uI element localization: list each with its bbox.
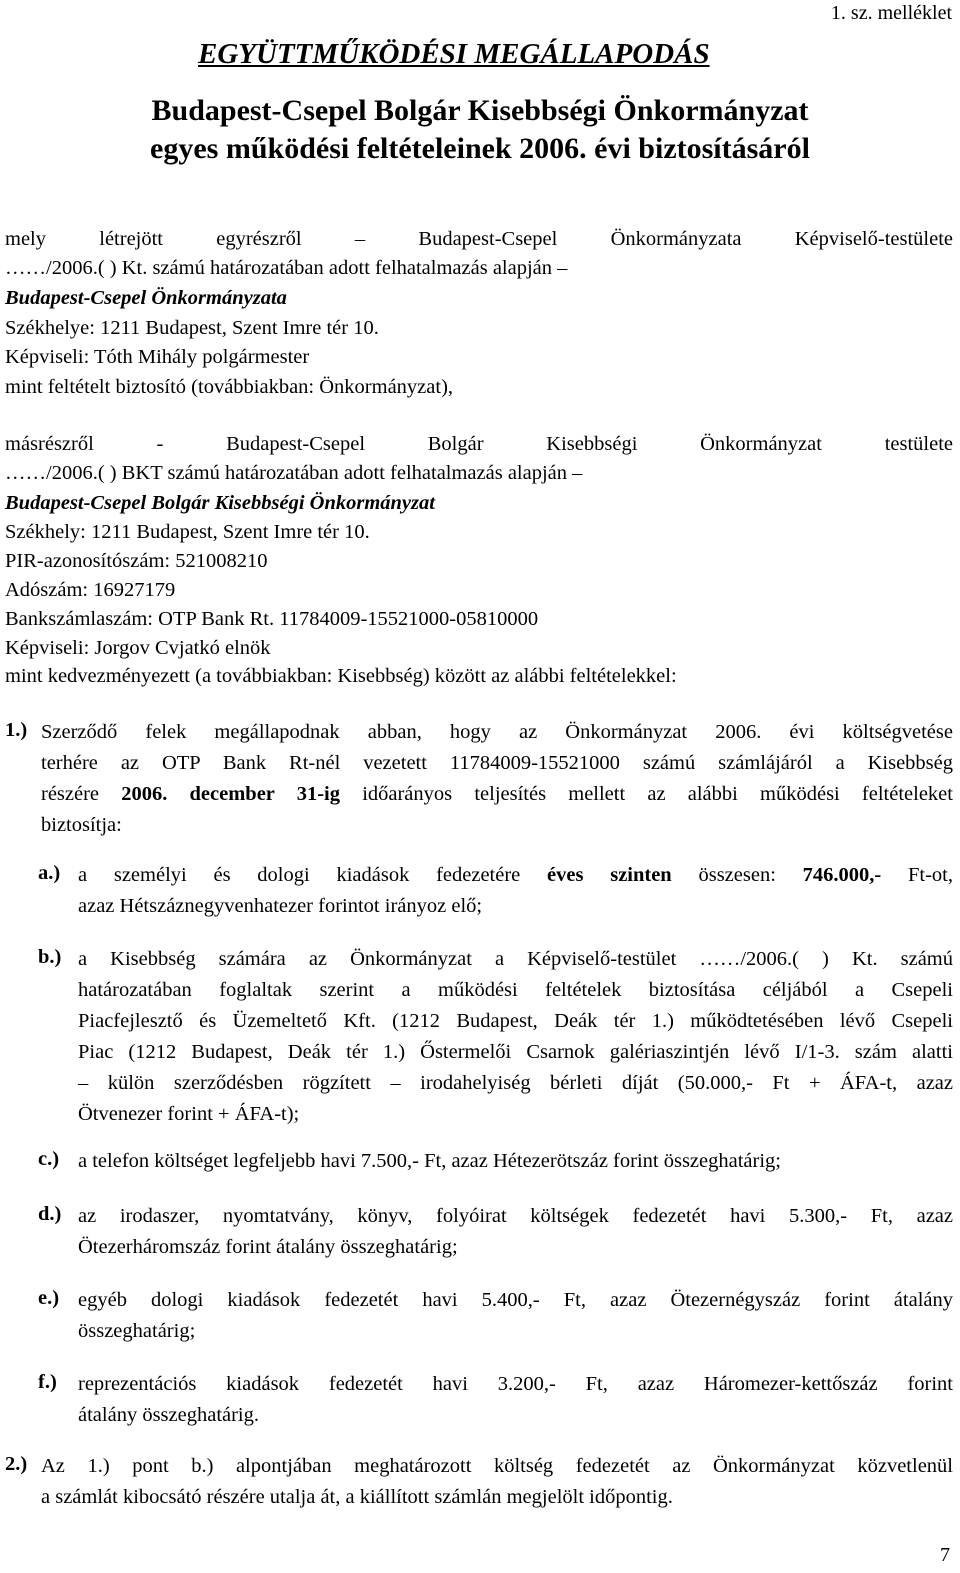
item-d-line-1: az irodaszer, nyomtatvány, könyv, folyóirat költségek fedezetét havi 5.300,- Ft, azaz <box>78 1205 953 1227</box>
party2-name: Budapest-Csepel Bolgár Kisebbségi Önkormányzat <box>5 492 435 514</box>
party2-bank-account: Bankszámlaszám: OTP Bank Rt. 11784009-15521000-05810000 <box>5 608 539 630</box>
clause-1-line-4: biztosítja: <box>41 814 122 836</box>
item-f-line-2: átalány összeghatárig. <box>78 1404 260 1426</box>
item-c-line-1: a telefon költséget legfeljebb havi 7.500,- Ft, azaz Hétezerötszáz forint összeghatárig; <box>78 1150 781 1172</box>
item-b-line-5: – külön szerződésben rögzített – irodahelyiség bérleti díját (50.000,- Ft + ÁFA-t, azaz <box>78 1072 953 1094</box>
item-b-line-4: Piac (1212 Budapest, Deák tér 1.) Őstermelői Csarnok galériaszintjén lévő I/1-3. szám alatti <box>78 1041 953 1063</box>
item-f-number: f.) <box>38 1371 57 1393</box>
item-e-line-2: összeghatárig; <box>78 1320 196 1342</box>
party2-tax-number: Adószám: 16927179 <box>5 579 176 601</box>
clause-1-number: 1.) <box>5 719 28 741</box>
party1-intro-1: mely létrejött egyrészről – Budapest-Csepel Önkormányzata Képviselő-testülete <box>5 228 953 250</box>
page-number: 7 <box>940 1544 950 1566</box>
item-b-number: b.) <box>38 946 62 968</box>
item-a-line-2: azaz Hétszáznegyvenhatezer forintot irányoz elő; <box>78 895 483 917</box>
clause-1-line-1: Szerződő felek megállapodnak abban, hogy az Önkormányzat 2006. évi költségvetése <box>41 721 953 743</box>
item-f-line-1: reprezentációs kiadások fedezetét havi 3.200,- Ft, azaz Háromezer-kettőszáz forint <box>78 1373 953 1395</box>
clause-2-number: 2.) <box>5 1453 28 1475</box>
item-c-number: c.) <box>38 1148 60 1170</box>
item-e-line-1: egyéb dologi kiadások fedezetét havi 5.400,- Ft, azaz Ötezernégyszáz forint átalány <box>78 1289 953 1311</box>
item-b-line-2: határozatában foglaltak szerint a működési feltételek biztosítása céljából a Csepeli <box>78 979 953 1001</box>
item-d-line-2: Ötezerháromszáz forint átalány összeghatárig; <box>78 1236 458 1258</box>
item-e-number: e.) <box>38 1287 60 1309</box>
party2-seat: Székhely: 1211 Budapest, Szent Imre tér 10. <box>5 521 370 543</box>
clause-1-line-2: terhére az OTP Bank Rt-nél vezetett 11784009-15521000 számú számlájáról a Kisebbség <box>41 752 953 774</box>
item-a-number: a.) <box>38 862 61 884</box>
subtitle-line-2: egyes működési feltételeinek 2006. évi biztosításáról <box>150 132 810 165</box>
party2-intro-1: másrészről - Budapest-Csepel Bolgár Kisebbségi Önkormányzat testülete <box>5 433 953 455</box>
clause-1-line-3: részére 2006. december 31-ig időarányos teljesítés mellett az alábbi működési feltételeket <box>41 783 953 805</box>
party2-representative: Képviseli: Jorgov Cvjatkó elnök <box>5 637 271 659</box>
annex-label: 1. sz. melléklet <box>830 2 952 24</box>
item-b-line-3: Piacfejlesztő és Üzemeltető Kft. (1212 Budapest, Deák tér 1.) működtetésében lévő Csepeli <box>78 1010 953 1032</box>
item-b-line-1: a Kisebbség számára az Önkormányzat a Képviselő-testület ……/2006.( ) Kt. számú <box>78 948 953 970</box>
item-b-line-6: Ötvenezer forint + ÁFA-t); <box>78 1103 300 1125</box>
party1-representative: Képviseli: Tóth Mihály polgármester <box>5 346 310 368</box>
party1-role: mint feltételt biztosító (továbbiakban: Önkormányzat), <box>5 376 454 398</box>
party1-name: Budapest-Csepel Önkormányzata <box>5 287 287 309</box>
party1-seat: Székhelye: 1211 Budapest, Szent Imre tér 10. <box>5 317 379 339</box>
clause-2-line-1: Az 1.) pont b.) alpontjában meghatározott költség fedezetét az Önkormányzat közvetlenül <box>41 1455 953 1477</box>
party2-role: mint kedvezményezett (a továbbiakban: Kisebbség) között az alábbi feltételekkel: <box>5 665 677 687</box>
party2-intro-2: ……/2006.( ) BKT számú határozatában adott felhatalmazás alapján – <box>5 462 583 484</box>
item-a-line-1: a személyi és dologi kiadások fedezetére éves szinten összesen: 746.000,- Ft-ot, <box>78 864 953 886</box>
item-d-number: d.) <box>38 1203 62 1225</box>
party2-pir-number: PIR-azonosítószám: 521008210 <box>5 550 268 572</box>
document-title: EGYÜTTMŰKÖDÉSI MEGÁLLAPODÁS <box>198 38 710 70</box>
clause-2-line-2: a számlát kibocsátó részére utalja át, a kiállított számlán megjelölt időpontig. <box>41 1486 673 1508</box>
subtitle-line-1: Budapest-Csepel Bolgár Kisebbségi Önkormányzat <box>151 94 809 127</box>
party1-intro-2: ……/2006.( ) Kt. számú határozatában adott felhatalmazás alapján – <box>5 257 568 279</box>
